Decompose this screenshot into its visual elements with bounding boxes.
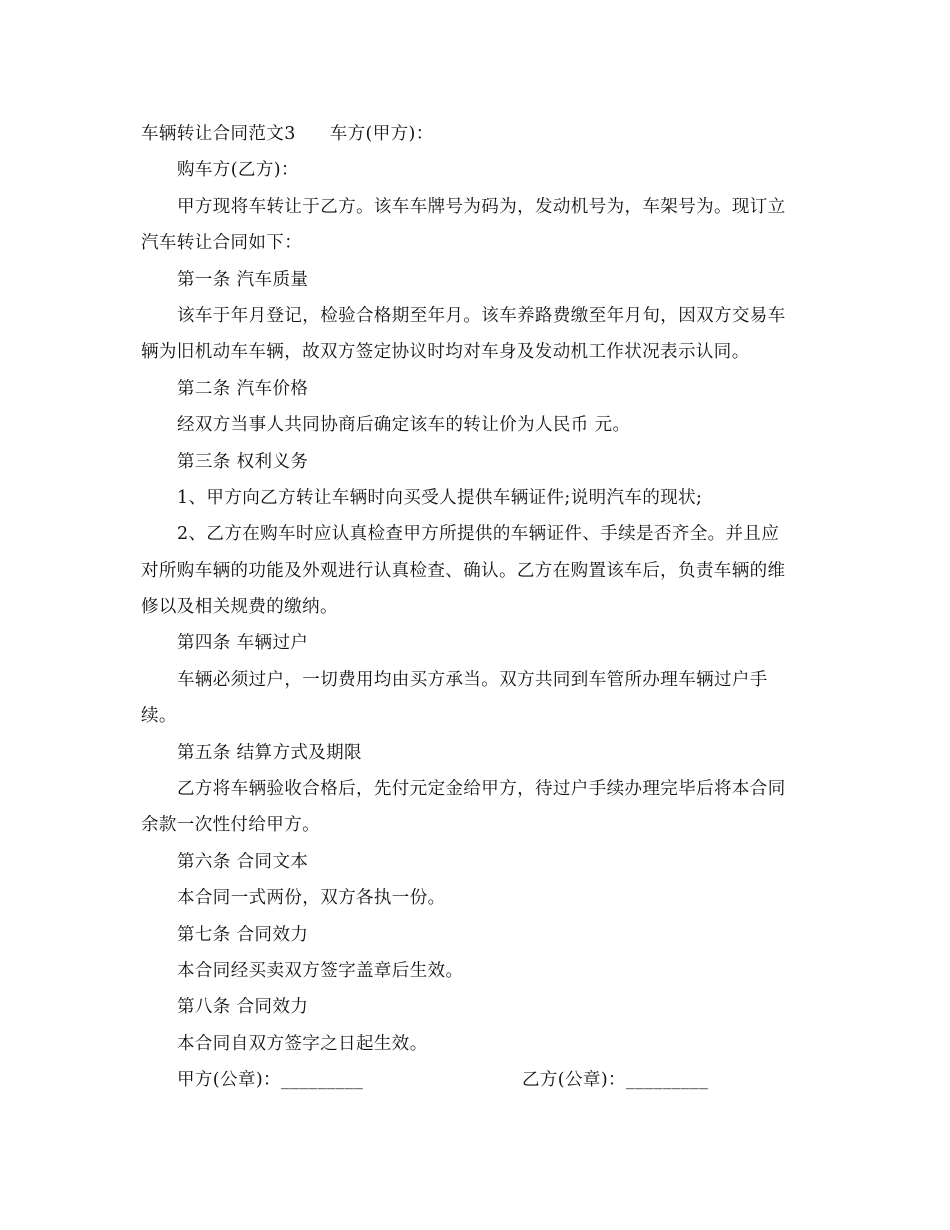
contract-line: 乙方将车辆验收合格后，先付元定金给甲方，待过户手续办理完毕后将本合同	[177, 779, 786, 800]
contract-line: 车辆必须过户，一切费用均由买方承当。双方共同到车管所办理车辆过户手	[177, 669, 768, 690]
contract-line: 第五条 结算方式及期限	[177, 742, 362, 763]
contract-line: 甲方现将车转让于乙方。该车车牌号为码为，发动机号为，车架号为。现订立	[177, 196, 786, 217]
contract-line: 该车于年月登记，检验合格期至年月。该车养路费缴至年月旬，因双方交易车	[177, 305, 786, 326]
seller-label: 车方(甲方)：	[329, 124, 434, 144]
document-title: 车辆转让合同范文3	[141, 124, 296, 144]
contract-line: 购车方(乙方)：	[177, 160, 299, 181]
contract-page	[141, 116, 813, 1099]
party-a-blank: _________	[280, 1070, 364, 1091]
contract-line: 第二条 汽车价格	[177, 378, 309, 399]
party-b-blank: _________	[625, 1070, 709, 1091]
contract-line: 本合同经买卖双方签字盖章后生效。	[177, 960, 464, 981]
contract-line: 余款一次性付给甲方。	[141, 815, 320, 836]
party-a-signature	[177, 1062, 522, 1098]
title-line	[141, 116, 813, 152]
contract-line: 第七条 合同效力	[177, 924, 309, 945]
contract-line: 第八条 合同效力	[177, 997, 309, 1018]
signature-row	[141, 1062, 813, 1098]
contract-line: 1、甲方向乙方转让车辆时向买受人提供车辆证件;说明汽车的现状;	[177, 487, 703, 508]
contract-line: 本合同一式两份，双方各执一份。	[177, 888, 446, 909]
party-b-label: 乙方(公章)：	[522, 1070, 626, 1091]
contract-line: 对所购车辆的功能及外观进行认真检查、确认。乙方在购置该车后，负责车辆的维	[141, 560, 786, 581]
contract-line: 第一条 汽车质量	[177, 269, 309, 290]
contract-line: 续。	[141, 706, 177, 727]
contract-line: 第四条 车辆过户	[177, 633, 309, 654]
contract-line: 第三条 权利义务	[177, 451, 309, 472]
party-a-label: 甲方(公章)：	[177, 1070, 281, 1091]
contract-line: 汽车转让合同如下：	[141, 233, 303, 254]
contract-line: 2、乙方在购车时应认真检查甲方所提供的车辆证件、手续是否齐全。并且应	[177, 524, 780, 545]
contract-line: 第六条 合同文本	[177, 851, 309, 872]
contract-line: 修以及相关规费的缴纳。	[141, 597, 338, 618]
party-b-signature	[522, 1062, 708, 1098]
contract-line: 经双方当事人共同协商后确定该车的转让价为人民币 元。	[177, 415, 631, 436]
contract-body	[141, 152, 813, 1062]
contract-line: 本合同自双方签字之日起生效。	[177, 1033, 428, 1054]
contract-line: 辆为旧机动车车辆，故双方签定协议时均对车身及发动机工作状况表示认同。	[141, 342, 750, 363]
